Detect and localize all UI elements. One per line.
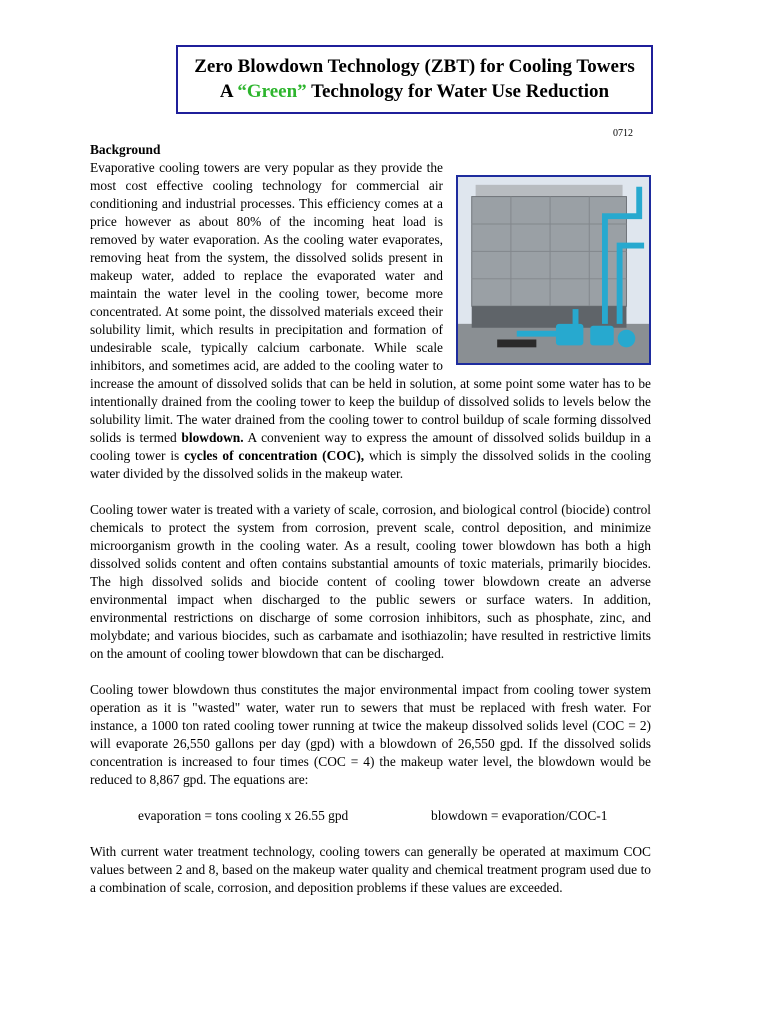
equation-evaporation: evaporation = tons cooling x 26.55 gpd: [138, 808, 349, 823]
equations-row: [138, 807, 651, 825]
paragraph-1-text-b: A convenient way to express the amount of dissolved solids buildup in a cooling tower is: [90, 430, 652, 463]
cooling-tower-illustration: [458, 177, 649, 363]
document-body: [90, 141, 651, 897]
title-line-2-suffix: Technology for Water Use Reduction: [306, 81, 610, 102]
section-heading-background: Background: [90, 142, 161, 157]
title-line-2-prefix: A: [219, 81, 238, 102]
paragraph-blowdown-impact: Cooling tower blowdown thus constitutes the major environmental impact from cooling tower system operation as it is "wasted" water, water run to sewers that must be replaced with fresh water. For instance, a 1000 ton rated cooling tower running at twice the makeup dissolved solids level (COC = 2) will evaporate 26,550 gallons per day (gpd) with a blowdown of 26,550 gpd. If the dissolved solids concentration is increased to four times (COC = 4) the makeup water level, the blowdown would be reduced to 8,867 gpd. The equations are:: [90, 682, 651, 787]
title-line-1: Zero Blowdown Technology (ZBT) for Cooling Towers: [194, 56, 635, 77]
paragraph-1-text-c: which is simply the dissolved solids in the cooling water divided by the dissolved solids in the makeup water.: [90, 448, 651, 481]
equation-blowdown: blowdown = evaporation/COC-1: [431, 808, 608, 823]
title-box: [176, 45, 653, 114]
title-line-2: [178, 79, 651, 104]
cooling-tower-photo: [456, 175, 651, 365]
paragraph-1-text-a: Evaporative cooling towers are very popular as they provide the most cost effective cooling technology for commercial air conditioning and industrial processes. This efficiency comes at a price however as about 80% of the incoming heat load is removed by water evaporation. As the cooling water evaporates, removing heat from the system, the dissolved solids present in makeup water, added to replace the evaporated water and maintain the water level in the cooling tower, become more concentrated. At some point, the dissolved materials exceed their solubility limit, which results in precipitation and formation of undesirable scale, typically calcium carbonate. While scale inhibitors, and sometimes acid, are added to the cooling water to increase the amount of dissolved solids that can be held in solution, at some point some water has to be intentionally drained from the cooling tower to keep the buildup of dissolved solids to levels below the solubility limit. The water drained from the cooling tower to control buildup of scale forming dissolved solids is termed: [90, 160, 651, 445]
term-blowdown: blowdown.: [181, 430, 244, 445]
title-green-word: “Green”: [237, 81, 307, 102]
document-code: 0712: [613, 128, 633, 139]
paragraph-coc-limits: With current water treatment technology, cooling towers can generally be operated at maximum COC values between 2 and 8, based on the makeup water quality and chemical treatment program used due to a combination of scale, corrosion, and deposition problems if these values are exceeded.: [90, 844, 651, 895]
term-coc: cycles of concentration (COC),: [184, 448, 365, 463]
paragraph-treatment: Cooling tower water is treated with a variety of scale, corrosion, and biological control (biocide) control chemicals to protect the system from corrosion, prevent scale, control deposition, and minimize microorganism growth in the cooling water. As a result, cooling tower blowdown has both a high dissolved solids content and often contains substantial amounts of toxic materials, primarily biocides. The high dissolved solids and biocide content of cooling tower blowdown create an adverse environmental impact when discharged to the public sewers or surface waters. In addition, environmental restrictions on discharge of some corrosion inhibitors, such as phosphate, zinc, and molybdate; and various biocides, such as carbamate and isothiazolin; have resulted in restrictive limits on the amount of cooling tower blowdown that can be discharged.: [90, 502, 651, 661]
